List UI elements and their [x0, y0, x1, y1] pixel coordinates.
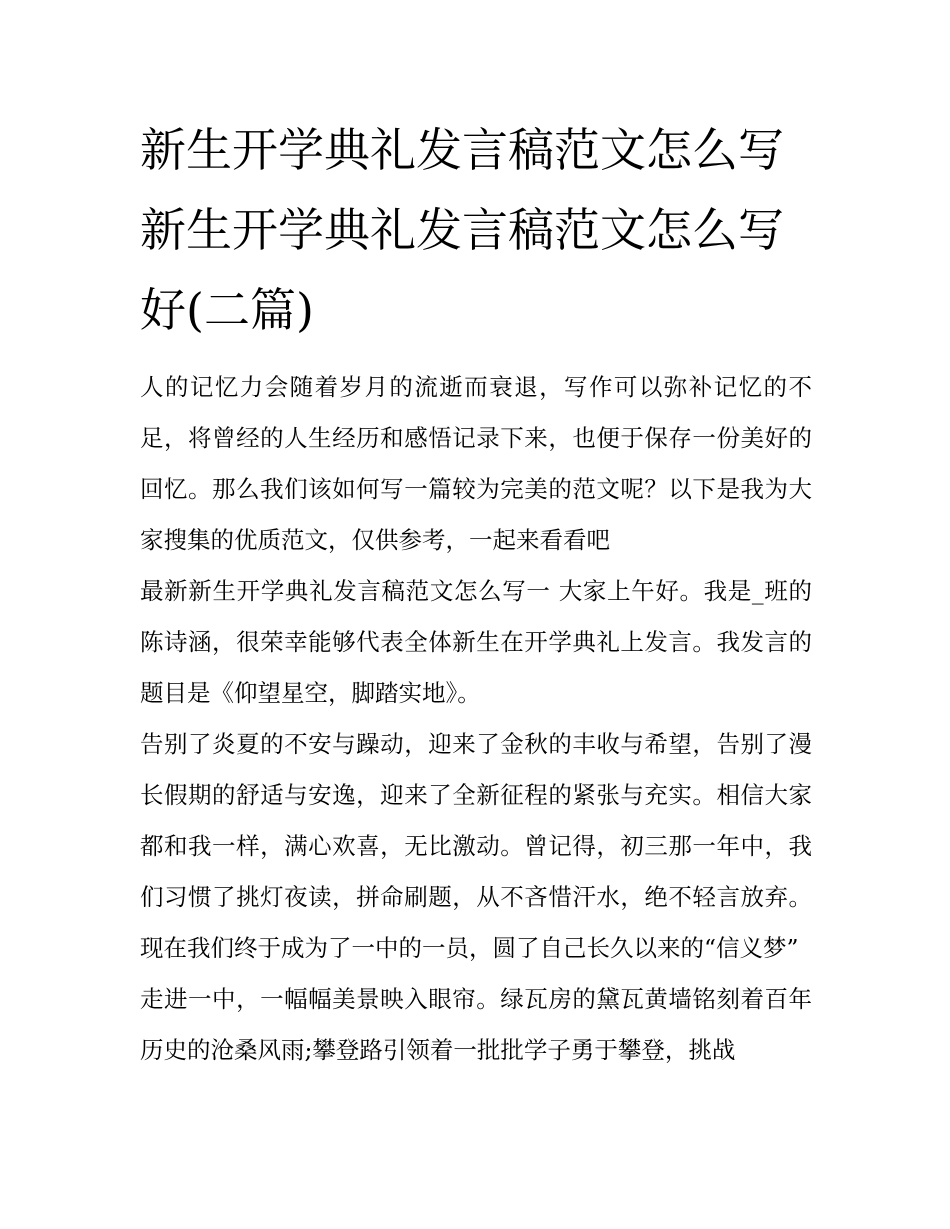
paragraph-campus-scenery: 走进一中，一幅幅美景映入眼帘。绿瓦房的黛瓦黄墙铭刻着百年历史的沧桑风雨;攀登路引领着一批批学子勇于攀登，挑战 [140, 985, 812, 1064]
paragraph-greeting: 最新新生开学典礼发言稿范文怎么写一 大家上午好。我是_班的陈诗涵，很荣幸能够代表全体新生在开学典礼上发言。我发言的题目是《仰望星空，脚踏实地》。 [140, 577, 812, 707]
document-title: 新生开学典礼发言稿范文怎么写 新生开学典礼发言稿范文怎么写好(二篇) [140, 123, 784, 337]
paragraph-intro: 人的记忆力会随着岁月的流逝而衰退，写作可以弥补记忆的不足，将曾经的人生经历和感悟记录下来，也便于保存一份美好的回忆。那么我们该如何写一篇较为完美的范文呢？以下是我为大家搜集的优质范文，仅供参考，一起来看看吧 [140, 373, 812, 554]
paragraph-farewell-summer: 告别了炎夏的不安与躁动，迎来了金秋的丰收与希望，告别了漫长假期的舒适与安逸，迎来了全新征程的紧张与充实。相信大家都和我一样，满心欢喜，无比激动。曾记得，初三那一年中，我们习惯了挑灯夜读，拼命刷题，从不吝惜汗水，绝不轻言放弃。现在我们终于成为了一中的一员，圆了自己长久以来的“信义梦” [140, 730, 812, 962]
document-page [140, 110, 812, 1076]
